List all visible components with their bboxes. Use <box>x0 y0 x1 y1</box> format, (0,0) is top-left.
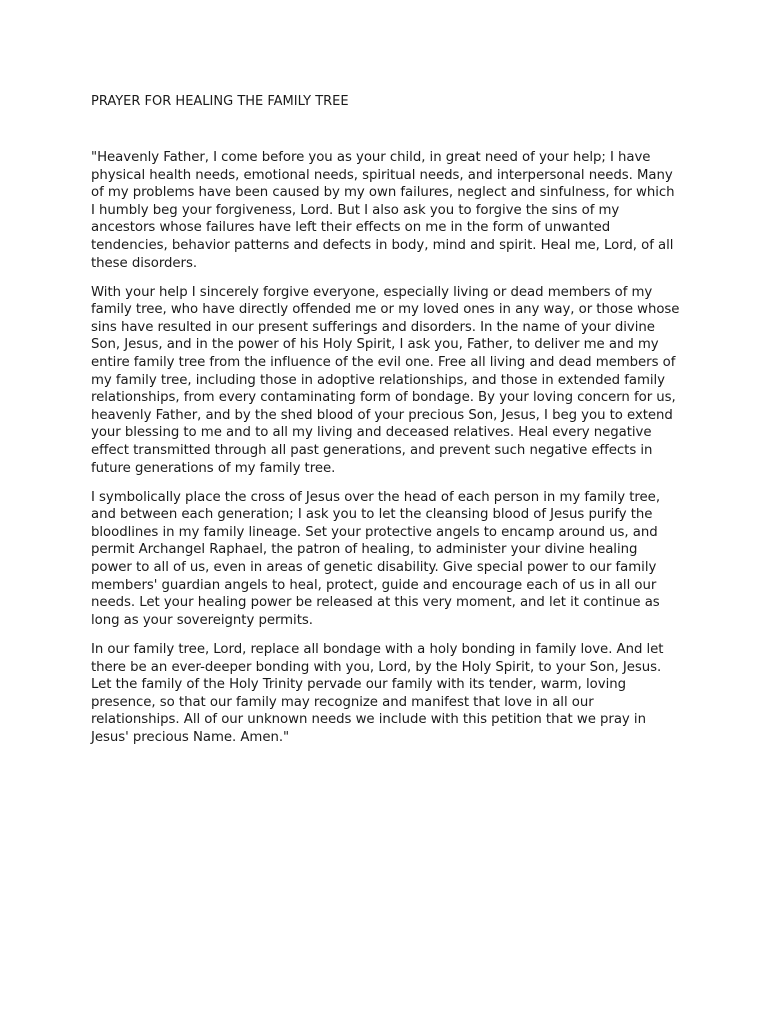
paragraph-3: I symbolically place the cross of Jesus over the head of each person in my family tree, and between each generation; I ask you to let the cleansing blood of Jesus purify the bloodlines in my family lineage. Set your protective angels to encamp around us, and permit Archangel Raphael, the patron of healing, to administer your divine healing power to all of us, even in areas of genetic disability. Give special power to our family members' guardian angels to heal, protect, guide and encourage each of us in all our needs. Let your healing power be released at this very moment, and let it continue as long as your sovereignty permits. <box>91 489 660 628</box>
document-body <box>91 149 681 758</box>
paragraph-1: "Heavenly Father, I come before you as your child, in great need of your help; I have physical health needs, emotional needs, spiritual needs, and interpersonal needs. Many of my problems have been caused by my own failures, neglect and sinfulness, for which I humbly beg your forgiveness, Lord. But I also ask you to forgive the sins of my ancestors whose failures have left their effects on me in the form of unwanted tendencies, behavior patterns and defects in body, mind and spirit. Heal me, Lord, of all these disorders. <box>91 150 675 271</box>
paragraph-4: In our family tree, Lord, replace all bondage with a holy bonding in family love. And let there be an ever-deeper bonding with you, Lord, by the Holy Spirit, to your Son, Jesus. Let the family of the Holy Trinity pervade our family with its tender, warm, loving presence, so that our family may recognize and manifest that love in all our relationships. All of our unknown needs we include with this petition that we pray in Jesus' precious Name. Amen." <box>91 641 664 745</box>
document-page <box>91 0 681 1024</box>
document-title: PRAYER FOR HEALING THE FAMILY TREE <box>91 94 349 109</box>
paragraph-2: With your help I sincerely forgive everyone, especially living or dead members of my family tree, who have directly offended me or my loved ones in any way, or those whose sins have resulted in our present sufferings and disorders. In the name of your divine Son, Jesus, and in the power of his Holy Spirit, I ask you, Father, to deliver me and my entire family tree from the influence of the evil one. Free all living and dead members of my family tree, including those in adoptive relationships, and those in extended family relationships, from every contaminating form of bondage. By your loving concern for us, heavenly Father, and by the shed blood of your precious Son, Jesus, I beg you to extend your blessing to me and to all my living and deceased relatives. Heal every negative effect transmitted through all past generations, and prevent such negative effects in future generations of my family tree. <box>91 284 680 476</box>
